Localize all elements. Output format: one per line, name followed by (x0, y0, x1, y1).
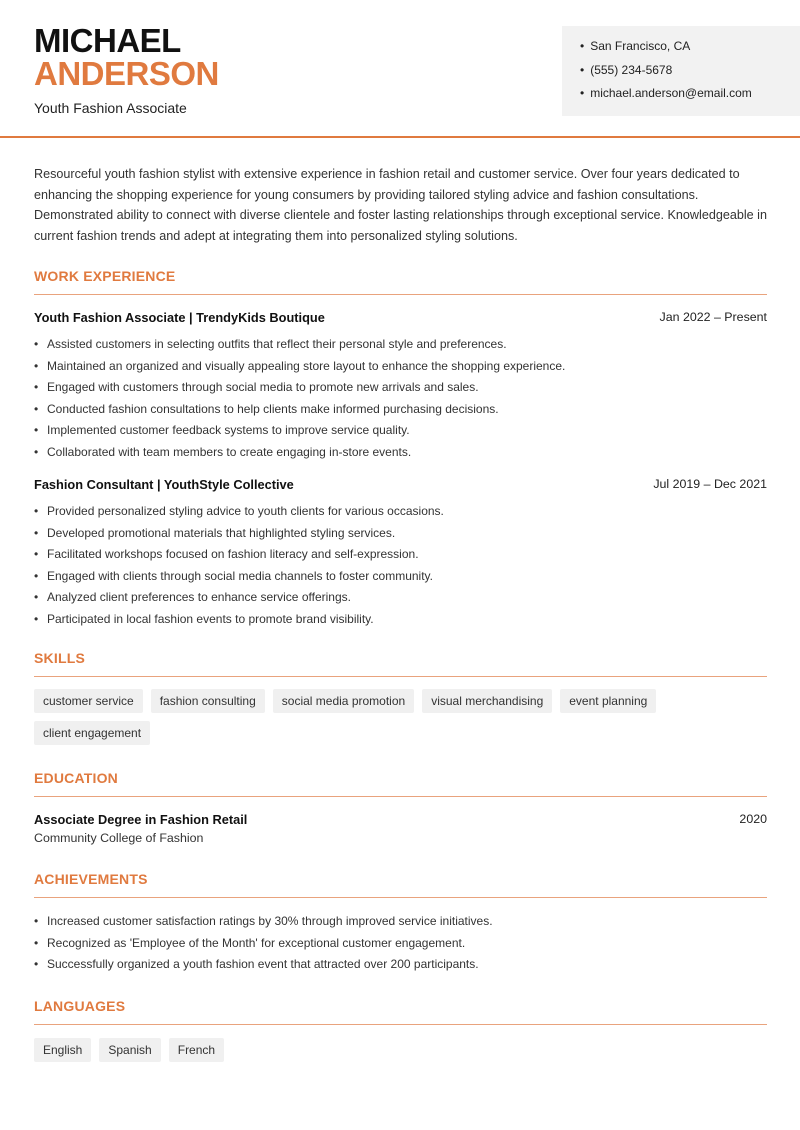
skill-tag: fashion consulting (151, 689, 265, 713)
list-item: • Developed promotional materials that highlighted styling services. (34, 525, 769, 547)
skill-tag: client engagement (34, 721, 150, 745)
languages-list (34, 1038, 769, 1062)
list-item: • Implemented customer feedback systems to improve service quality. (34, 422, 769, 444)
contact-phone: • (555) 234-5678 (580, 62, 800, 86)
list-item: • Conducted fashion consultations to help clients make informed purchasing decisions. (34, 401, 769, 423)
first-name: MICHAEL (34, 22, 181, 59)
skill-tag: visual merchandising (422, 689, 552, 713)
job-title-2: Fashion Consultant | YouthStyle Collective (34, 477, 294, 492)
list-item: • Maintained an organized and visually appealing store layout to enhance the shopping experience. (34, 358, 769, 380)
last-name: ANDERSON (34, 55, 219, 92)
skill-tag: event planning (560, 689, 656, 713)
language-tag: English (34, 1038, 91, 1062)
section-title-languages: LANGUAGES (34, 998, 126, 1014)
skills-list (34, 689, 769, 745)
summary-paragraph: Resourceful youth fashion stylist with extensive experience in fashion retail and customer service. Over four years dedicated to enhancing the shopping experience for young consumers by providing tailored styling advice and fashion consultations. Demonstrated ability to connect with diverse clientele and foster lasting relationships through exceptional service. Knowledgeable in current fashion trends and adept at integrating them into personalized styling solutions. (34, 167, 767, 243)
language-tag: Spanish (99, 1038, 160, 1062)
section-title-work: WORK EXPERIENCE (34, 268, 176, 284)
list-item: • Engaged with customers through social media to promote new arrivals and sales. (34, 379, 769, 401)
skill-tag: social media promotion (273, 689, 414, 713)
job-title-1: Youth Fashion Associate | TrendyKids Boutique (34, 310, 325, 325)
list-item: • Recognized as 'Employee of the Month' for exceptional customer engagement. (34, 935, 769, 957)
section-title-achievements: ACHIEVEMENTS (34, 871, 148, 887)
language-tag: French (169, 1038, 224, 1062)
job-dates-1: Jan 2022 – Present (659, 310, 767, 324)
education-degree: Associate Degree in Fashion Retail (34, 812, 248, 827)
contact-location: • San Francisco, CA (580, 38, 800, 62)
contact-email: • michael.anderson@email.com (580, 85, 800, 109)
job-dates-2: Jul 2019 – Dec 2021 (653, 477, 767, 491)
section-divider (34, 796, 767, 797)
job-bullets-1 (34, 336, 769, 465)
list-item: • Collaborated with team members to create engaging in-store events. (34, 444, 769, 466)
education-school: Community College of Fashion (34, 831, 204, 845)
contact-box (562, 26, 800, 116)
achievements-list (34, 913, 769, 978)
section-title-skills: SKILLS (34, 650, 85, 666)
list-item: • Assisted customers in selecting outfits that reflect their personal style and preferences. (34, 336, 769, 358)
list-item: • Provided personalized styling advice to youth clients for various occasions. (34, 503, 769, 525)
job-title: Youth Fashion Associate (34, 100, 187, 116)
skill-tag: customer service (34, 689, 143, 713)
list-item: • Facilitated workshops focused on fashion literacy and self-expression. (34, 546, 769, 568)
section-title-education: EDUCATION (34, 770, 118, 786)
list-item: • Increased customer satisfaction ratings by 30% through improved service initiatives. (34, 913, 769, 935)
job-bullets-2 (34, 503, 769, 632)
education-year: 2020 (739, 812, 767, 826)
section-divider (34, 294, 767, 295)
section-divider (34, 676, 767, 677)
list-item: • Successfully organized a youth fashion event that attracted over 200 participants. (34, 956, 769, 978)
list-item: • Analyzed client preferences to enhance service offerings. (34, 589, 769, 611)
resume-header (0, 0, 800, 138)
section-divider (34, 1024, 767, 1025)
list-item: • Engaged with clients through social media channels to foster community. (34, 568, 769, 590)
section-divider (34, 897, 767, 898)
list-item: • Participated in local fashion events to promote brand visibility. (34, 611, 769, 633)
